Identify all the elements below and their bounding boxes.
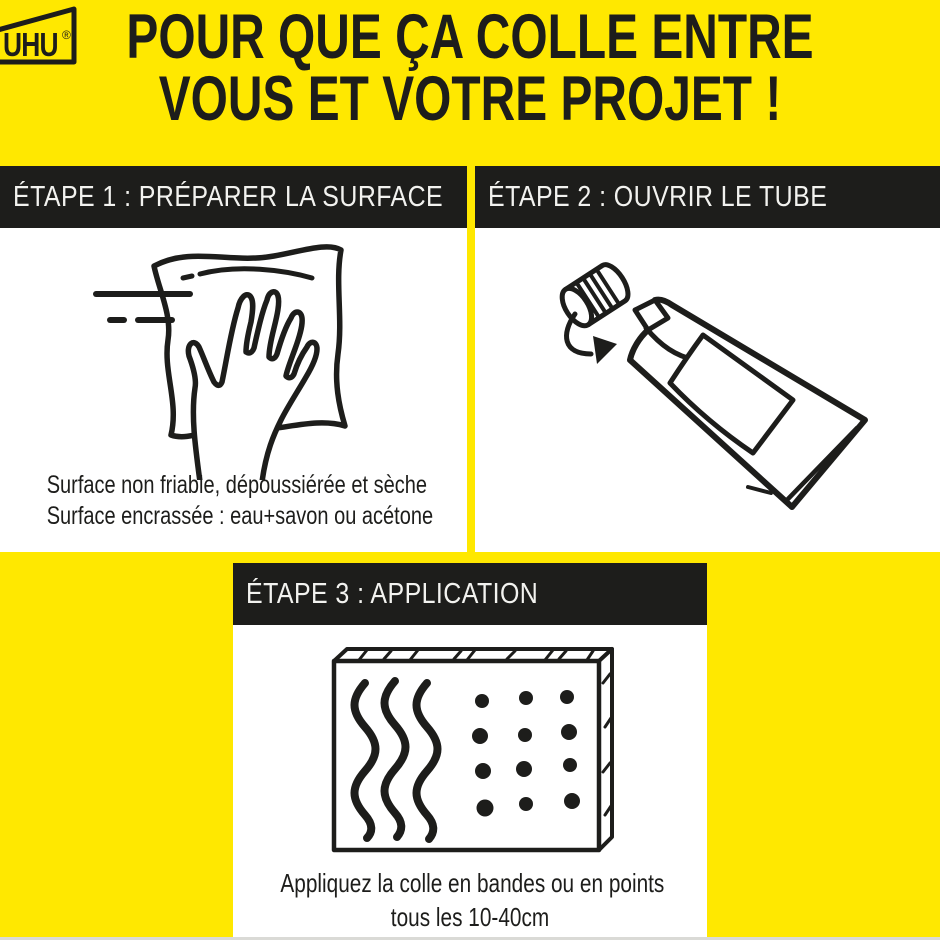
step1-caption-line2: Surface encrassée : eau+savon ou acétone [46, 502, 434, 530]
cloth-fold-dash [183, 276, 192, 278]
step3-title: ÉTAPE 3 : APPLICATION [246, 577, 539, 610]
step1-title-bar [0, 166, 467, 228]
poster-title-line2: VOUS ET VOTRE PROJET ! [158, 64, 782, 134]
glue-application-illustration [327, 631, 657, 856]
uhu-logo-text: UHU [3, 27, 58, 64]
poster-title-line1: POUR QUE ÇA COLLE ENTRE [126, 2, 814, 72]
step1-panel [0, 166, 467, 552]
step2-panel [475, 166, 940, 552]
glue-tube-illustration [543, 242, 888, 532]
poster-title [0, 2, 940, 134]
poster-header [0, 0, 940, 166]
step3-caption-line2: tous les 10-40cm [390, 902, 550, 932]
step2-title: ÉTAPE 2 : OUVRIR LE TUBE [488, 180, 828, 213]
step3-caption-line1: Appliquez la colle en bandes ou en points [280, 868, 665, 898]
step1-caption [0, 470, 467, 532]
step3-title-bar [233, 563, 707, 625]
step1-title: ÉTAPE 1 : PRÉPARER LA SURFACE [13, 180, 444, 213]
step3-caption [233, 866, 707, 934]
unscrew-arrow-head [593, 336, 617, 364]
step2-title-bar [475, 166, 940, 228]
tube-cap [556, 260, 633, 331]
step3-panel [233, 563, 707, 940]
step1-caption-line1: Surface non friable, dépoussiérée et sèche [46, 471, 427, 499]
hand-wiping-cloth-illustration [88, 230, 408, 480]
registered-mark: ® [62, 28, 71, 42]
